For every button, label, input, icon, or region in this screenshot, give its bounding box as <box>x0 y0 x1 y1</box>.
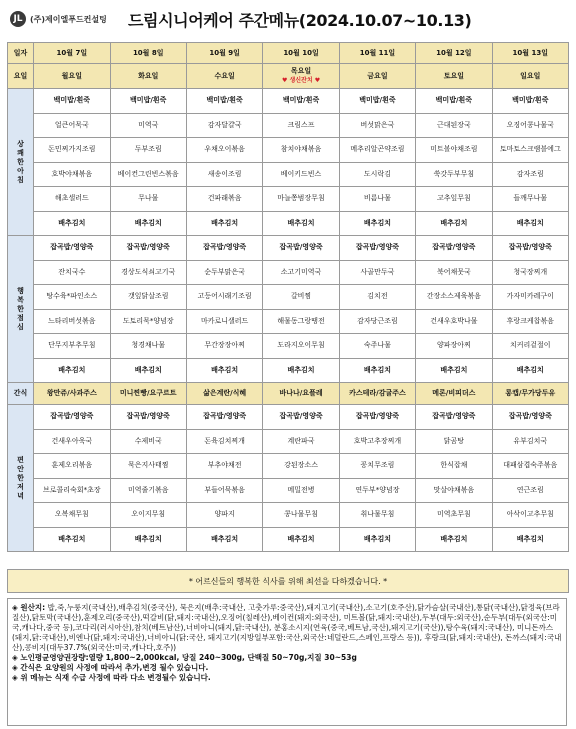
breakfast-item: 오징어콩나물국 <box>492 113 568 138</box>
dinner-item: 배추김치 <box>492 527 568 552</box>
breakfast-item: 우채오이볶음 <box>186 138 262 163</box>
dinner-item: 부들어묵볶음 <box>186 478 262 503</box>
dinner-item: 잡곡밥/영양죽 <box>416 405 492 430</box>
lunch-row <box>8 236 569 261</box>
breakfast-row <box>8 162 569 187</box>
breakfast-item: 배추김치 <box>110 211 186 236</box>
lunch-item: 경상도식쇠고기국 <box>110 260 186 285</box>
dinner-row <box>8 429 569 454</box>
snack-item: 롱캡/무가당두유 <box>492 383 568 405</box>
breakfast-row <box>8 89 569 114</box>
dinner-item: 미역초무침 <box>416 503 492 528</box>
lunch-item: 잡곡밥/영양죽 <box>34 236 110 261</box>
breakfast-item: 감자달걀국 <box>186 113 262 138</box>
lunch-item: 배추김치 <box>34 358 110 383</box>
dinner-item: 맛살야채볶음 <box>416 478 492 503</box>
dinner-item: 잡곡밥/영양죽 <box>110 405 186 430</box>
breakfast-row <box>8 211 569 236</box>
lunch-label <box>8 236 34 383</box>
breakfast-item: 마늘쫑범장무침 <box>263 187 339 212</box>
lunch-item: 마카로니샐러드 <box>186 309 262 334</box>
dinner-item: 배추김치 <box>34 527 110 552</box>
date-cell: 10월 12일 <box>416 43 492 64</box>
birthday-party-badge: ♥ 생신잔치 ♥ <box>281 77 321 84</box>
dinner-item: 부추야채전 <box>186 454 262 479</box>
notice-banner: * 어르신들의 행복한 식사를 위해 최선을 다하겠습니다. * <box>7 569 569 593</box>
breakfast-item: 백미밥/흰죽 <box>186 89 262 114</box>
lunch-row <box>8 334 569 359</box>
breakfast-item: 배추김치 <box>492 211 568 236</box>
lunch-item: 북어채뭇국 <box>416 260 492 285</box>
lunch-item: 배추김치 <box>263 358 339 383</box>
breakfast-item: 토마토스크램블에그 <box>492 138 568 163</box>
lunch-item: 간장소스제육볶음 <box>416 285 492 310</box>
breakfast-item: 들깨무나물 <box>492 187 568 212</box>
date-cell: 10월 11일 <box>339 43 415 64</box>
breakfast-item: 근대된장국 <box>416 113 492 138</box>
dinner-item: 양파지 <box>186 503 262 528</box>
day-cell <box>492 64 568 89</box>
breakfast-item: 미역국 <box>110 113 186 138</box>
nutrition-info: ◈ 노인평균영양권장량:열량 1,800~2,000kcal, 당질 240~300g, 단백질 50~70g,지질 30~53g <box>12 653 357 662</box>
lunch-item: 양파장아찌 <box>416 334 492 359</box>
dinner-item: 한식잡채 <box>416 454 492 479</box>
lunch-item: 가자미카레구이 <box>492 285 568 310</box>
dinner-row <box>8 503 569 528</box>
origin-text: 밥,죽,누룽지(국내산),배추김치(중국산), 묵은지(배추:국내산, 고춧가루:중국산),돼지고기(국내산),소고기(호주산),닭가슴살(국내산),통닭(국내산),닭정육(브라질산),닭토막(국내산),훈제오리(중국산),떡갈비(닭,돼지:국내산),오징어(칠레산),베이컨(돼지:외국산), 미트볼(닭,돼지:국내산),두부(대두:외국산),순두부(대두(외국산:미국,캐나다,중국 등),코다리(러시아산),참치(베트남산),너비아니(돼지,닭:국내산), 분홍소시지(연육(중국,베트남,국산),돼지고기(국산)),탕수육(돼지:국내산), 미니돈까스(돼지,닭:국내산),비엔나(닭,돼지:국내산),너비아니(닭:국산, 돼지고기(지방일부포함:국산,외국산:네덜란드,스페인,프랑스 등)), 후랑크(닭,돼지:국내산), 돈까스(돼지:국내산),콩비지(대두37.7%(외국산:미국,캐나다,호주)) <box>12 603 562 652</box>
breakfast-item: 베이컨그린빈스볶음 <box>110 162 186 187</box>
breakfast-item: 참치야채볶음 <box>263 138 339 163</box>
lunch-item: 도라지오이무침 <box>263 334 339 359</box>
dinner-item: 돈육김치찌개 <box>186 429 262 454</box>
dinner-item: 잡곡밥/영양죽 <box>339 405 415 430</box>
snack-label: 간식 <box>8 383 34 405</box>
breakfast-item: 얼큰어묵국 <box>34 113 110 138</box>
lunch-item: 청국장찌개 <box>492 260 568 285</box>
lunch-item: 배추김치 <box>492 358 568 383</box>
dinner-item: 꽁치무조림 <box>339 454 415 479</box>
day-name: 목요일 <box>290 67 312 75</box>
lunch-item: 순두부맑은국 <box>186 260 262 285</box>
day-cell <box>110 64 186 89</box>
breakfast-item: 백미밥/흰죽 <box>110 89 186 114</box>
date-cell: 10월 8일 <box>110 43 186 64</box>
breakfast-row <box>8 187 569 212</box>
breakfast-item: 해초샐러드 <box>34 187 110 212</box>
header <box>0 0 576 40</box>
date-cell: 10월 7일 <box>34 43 110 64</box>
change-note: ◈ 위 메뉴는 식재 수급 사정에 따라 다소 변경될수 있습니다. <box>12 673 211 682</box>
page-title: 드림시니어케어 주간메뉴(2024.10.07~10.13) <box>128 11 472 30</box>
lunch-item: 감자당근조림 <box>339 309 415 334</box>
snack-item: 왕만쥬/사과주스 <box>34 383 110 405</box>
lunch-item: 잡곡밥/영양죽 <box>492 236 568 261</box>
dinner-item: 배추김치 <box>186 527 262 552</box>
lunch-item: 잡곡밥/영양죽 <box>416 236 492 261</box>
logo-mark-icon: JL <box>10 11 26 27</box>
dinner-item: 훈제오리볶음 <box>34 454 110 479</box>
dinner-item: 연근조림 <box>492 478 568 503</box>
day-name: 수요일 <box>214 71 235 80</box>
breakfast-item: 배추김치 <box>34 211 110 236</box>
breakfast-item: 백미밥/흰죽 <box>34 89 110 114</box>
breakfast-item: 백미밥/흰죽 <box>492 89 568 114</box>
lunch-item: 치커리겉절이 <box>492 334 568 359</box>
breakfast-item: 감자조림 <box>492 162 568 187</box>
dinner-item: 계란파국 <box>263 429 339 454</box>
dinner-item: 연두부*양념장 <box>339 478 415 503</box>
lunch-item: 갈비찜 <box>263 285 339 310</box>
dinner-row <box>8 527 569 552</box>
breakfast-item: 도시락김 <box>339 162 415 187</box>
breakfast-item: 배추김치 <box>263 211 339 236</box>
dinner-item: 잡곡밥/영양죽 <box>492 405 568 430</box>
dinner-item: 아삭이고추무침 <box>492 503 568 528</box>
breakfast-label <box>8 89 34 236</box>
lunch-label-text: 행복한점심 <box>17 286 24 331</box>
lunch-item: 해물동그랑땡전 <box>263 309 339 334</box>
breakfast-item: 배추김치 <box>186 211 262 236</box>
dinner-item: 배추김치 <box>110 527 186 552</box>
dinner-row <box>8 454 569 479</box>
dinner-item: 미역줄기볶음 <box>110 478 186 503</box>
lunch-item: 느타리버섯볶음 <box>34 309 110 334</box>
lunch-item: 도토리묵*양념장 <box>110 309 186 334</box>
date-cell: 10월 13일 <box>492 43 568 64</box>
snack-item: 삶은계란/식혜 <box>186 383 262 405</box>
snack-item: 미니찐빵/요구르트 <box>110 383 186 405</box>
lunch-item: 배추김치 <box>339 358 415 383</box>
dinner-item: 묵은지사태찜 <box>110 454 186 479</box>
day-name: 화요일 <box>138 71 159 80</box>
day-name: 월요일 <box>61 71 82 80</box>
dinner-label-text: 편안한저녁 <box>17 455 24 500</box>
lunch-item: 단무지부추무침 <box>34 334 110 359</box>
breakfast-item: 비름나물 <box>339 187 415 212</box>
dinner-item: 오이지무침 <box>110 503 186 528</box>
lunch-item: 배추김치 <box>416 358 492 383</box>
date-row <box>8 43 569 64</box>
breakfast-item: 두부조림 <box>110 138 186 163</box>
breakfast-item: 백미밥/흰죽 <box>263 89 339 114</box>
dinner-item: 강된장소스 <box>263 454 339 479</box>
lunch-item: 잡곡밥/영양죽 <box>263 236 339 261</box>
dinner-item: 배추김치 <box>339 527 415 552</box>
breakfast-item: 백미밥/흰죽 <box>416 89 492 114</box>
dinner-item: 수제비국 <box>110 429 186 454</box>
origin-info <box>12 603 562 653</box>
info-box <box>7 598 567 726</box>
dinner-row <box>8 478 569 503</box>
breakfast-row <box>8 113 569 138</box>
breakfast-item: 무나물 <box>110 187 186 212</box>
lunch-item: 사골만두국 <box>339 260 415 285</box>
snack-note: ◈ 간식은 요양원의 사정에 따라서 추가,변경 될수 있습니다. <box>12 663 209 672</box>
company-name: (주)제이엘푸드컨설팅 <box>30 14 107 24</box>
lunch-item: 무간장장아찌 <box>186 334 262 359</box>
lunch-item: 배추김치 <box>110 358 186 383</box>
day-cell <box>339 64 415 89</box>
snack-item: 카스테라/감귤주스 <box>339 383 415 405</box>
lunch-item: 탕수육*파인소스 <box>34 285 110 310</box>
lunch-item: 잡곡밥/영양죽 <box>186 236 262 261</box>
breakfast-item: 크림스프 <box>263 113 339 138</box>
dinner-item: 오복채무침 <box>34 503 110 528</box>
breakfast-item: 배추김치 <box>416 211 492 236</box>
weekly-menu-table <box>7 42 569 552</box>
breakfast-label-text: 상쾌한아침 <box>17 139 24 184</box>
breakfast-row <box>8 138 569 163</box>
lunch-item: 건새우호박나물 <box>416 309 492 334</box>
lunch-row <box>8 358 569 383</box>
lunch-row <box>8 309 569 334</box>
dinner-item: 배추김치 <box>416 527 492 552</box>
lunch-item: 후랑크케찹볶음 <box>492 309 568 334</box>
lunch-row <box>8 285 569 310</box>
day-cell <box>186 64 262 89</box>
dinner-item: 메밀전병 <box>263 478 339 503</box>
dinner-item: 배추김치 <box>263 527 339 552</box>
dinner-item: 잡곡밥/영양죽 <box>186 405 262 430</box>
lunch-item: 잡곡밥/영양죽 <box>110 236 186 261</box>
lunch-item: 갯잎닭살조림 <box>110 285 186 310</box>
dinner-item: 브로콜리숙회*초장 <box>34 478 110 503</box>
date-cell: 10월 9일 <box>186 43 262 64</box>
day-cell <box>34 64 110 89</box>
day-name: 일요일 <box>520 71 541 80</box>
lunch-item: 숙주나물 <box>339 334 415 359</box>
company-logo <box>10 11 107 27</box>
breakfast-item: 새송이조림 <box>186 162 262 187</box>
dinner-item: 유부김치국 <box>492 429 568 454</box>
breakfast-item: 쑥갓두부무침 <box>416 162 492 187</box>
breakfast-item: 돈민찌가지조림 <box>34 138 110 163</box>
breakfast-item: 배추김치 <box>339 211 415 236</box>
breakfast-item: 베이키드빈스 <box>263 162 339 187</box>
breakfast-item: 건파래볶음 <box>186 187 262 212</box>
day-row <box>8 64 569 89</box>
dinner-item: 건새우아욱국 <box>34 429 110 454</box>
dinner-item: 취나물무침 <box>339 503 415 528</box>
snack-item: 바나나/요플레 <box>263 383 339 405</box>
date-header: 일자 <box>8 43 34 64</box>
dinner-item: 대패삼겹숙주볶음 <box>492 454 568 479</box>
day-cell <box>416 64 492 89</box>
origin-label: ◈ 원산지: <box>12 603 46 612</box>
dinner-item: 콩나물무침 <box>263 503 339 528</box>
dinner-item: 잡곡밥/영양죽 <box>34 405 110 430</box>
day-cell <box>263 64 339 89</box>
lunch-item: 잡곡밥/영양죽 <box>339 236 415 261</box>
dinner-item: 닭곰탕 <box>416 429 492 454</box>
lunch-item: 청경채나물 <box>110 334 186 359</box>
lunch-item: 배추김치 <box>186 358 262 383</box>
day-header: 요일 <box>8 64 34 89</box>
breakfast-item: 미트볼야채조림 <box>416 138 492 163</box>
dinner-label <box>8 405 34 552</box>
lunch-item: 고등어시래기조림 <box>186 285 262 310</box>
snack-item: 메론/비피더스 <box>416 383 492 405</box>
dinner-item: 잡곡밥/영양죽 <box>263 405 339 430</box>
lunch-item: 김치전 <box>339 285 415 310</box>
lunch-item: 잔치국수 <box>34 260 110 285</box>
breakfast-item: 버섯맑은국 <box>339 113 415 138</box>
date-cell: 10월 10일 <box>263 43 339 64</box>
snack-row <box>8 383 569 405</box>
day-name: 금요일 <box>367 71 388 80</box>
breakfast-item: 백미밥/흰죽 <box>339 89 415 114</box>
day-name: 토요일 <box>443 71 464 80</box>
lunch-row <box>8 260 569 285</box>
breakfast-item: 고추잎무침 <box>416 187 492 212</box>
dinner-item: 호박고추장찌개 <box>339 429 415 454</box>
breakfast-item: 호박야채볶음 <box>34 162 110 187</box>
dinner-row <box>8 405 569 430</box>
lunch-item: 소고기미역국 <box>263 260 339 285</box>
breakfast-item: 메추리알곤약조림 <box>339 138 415 163</box>
